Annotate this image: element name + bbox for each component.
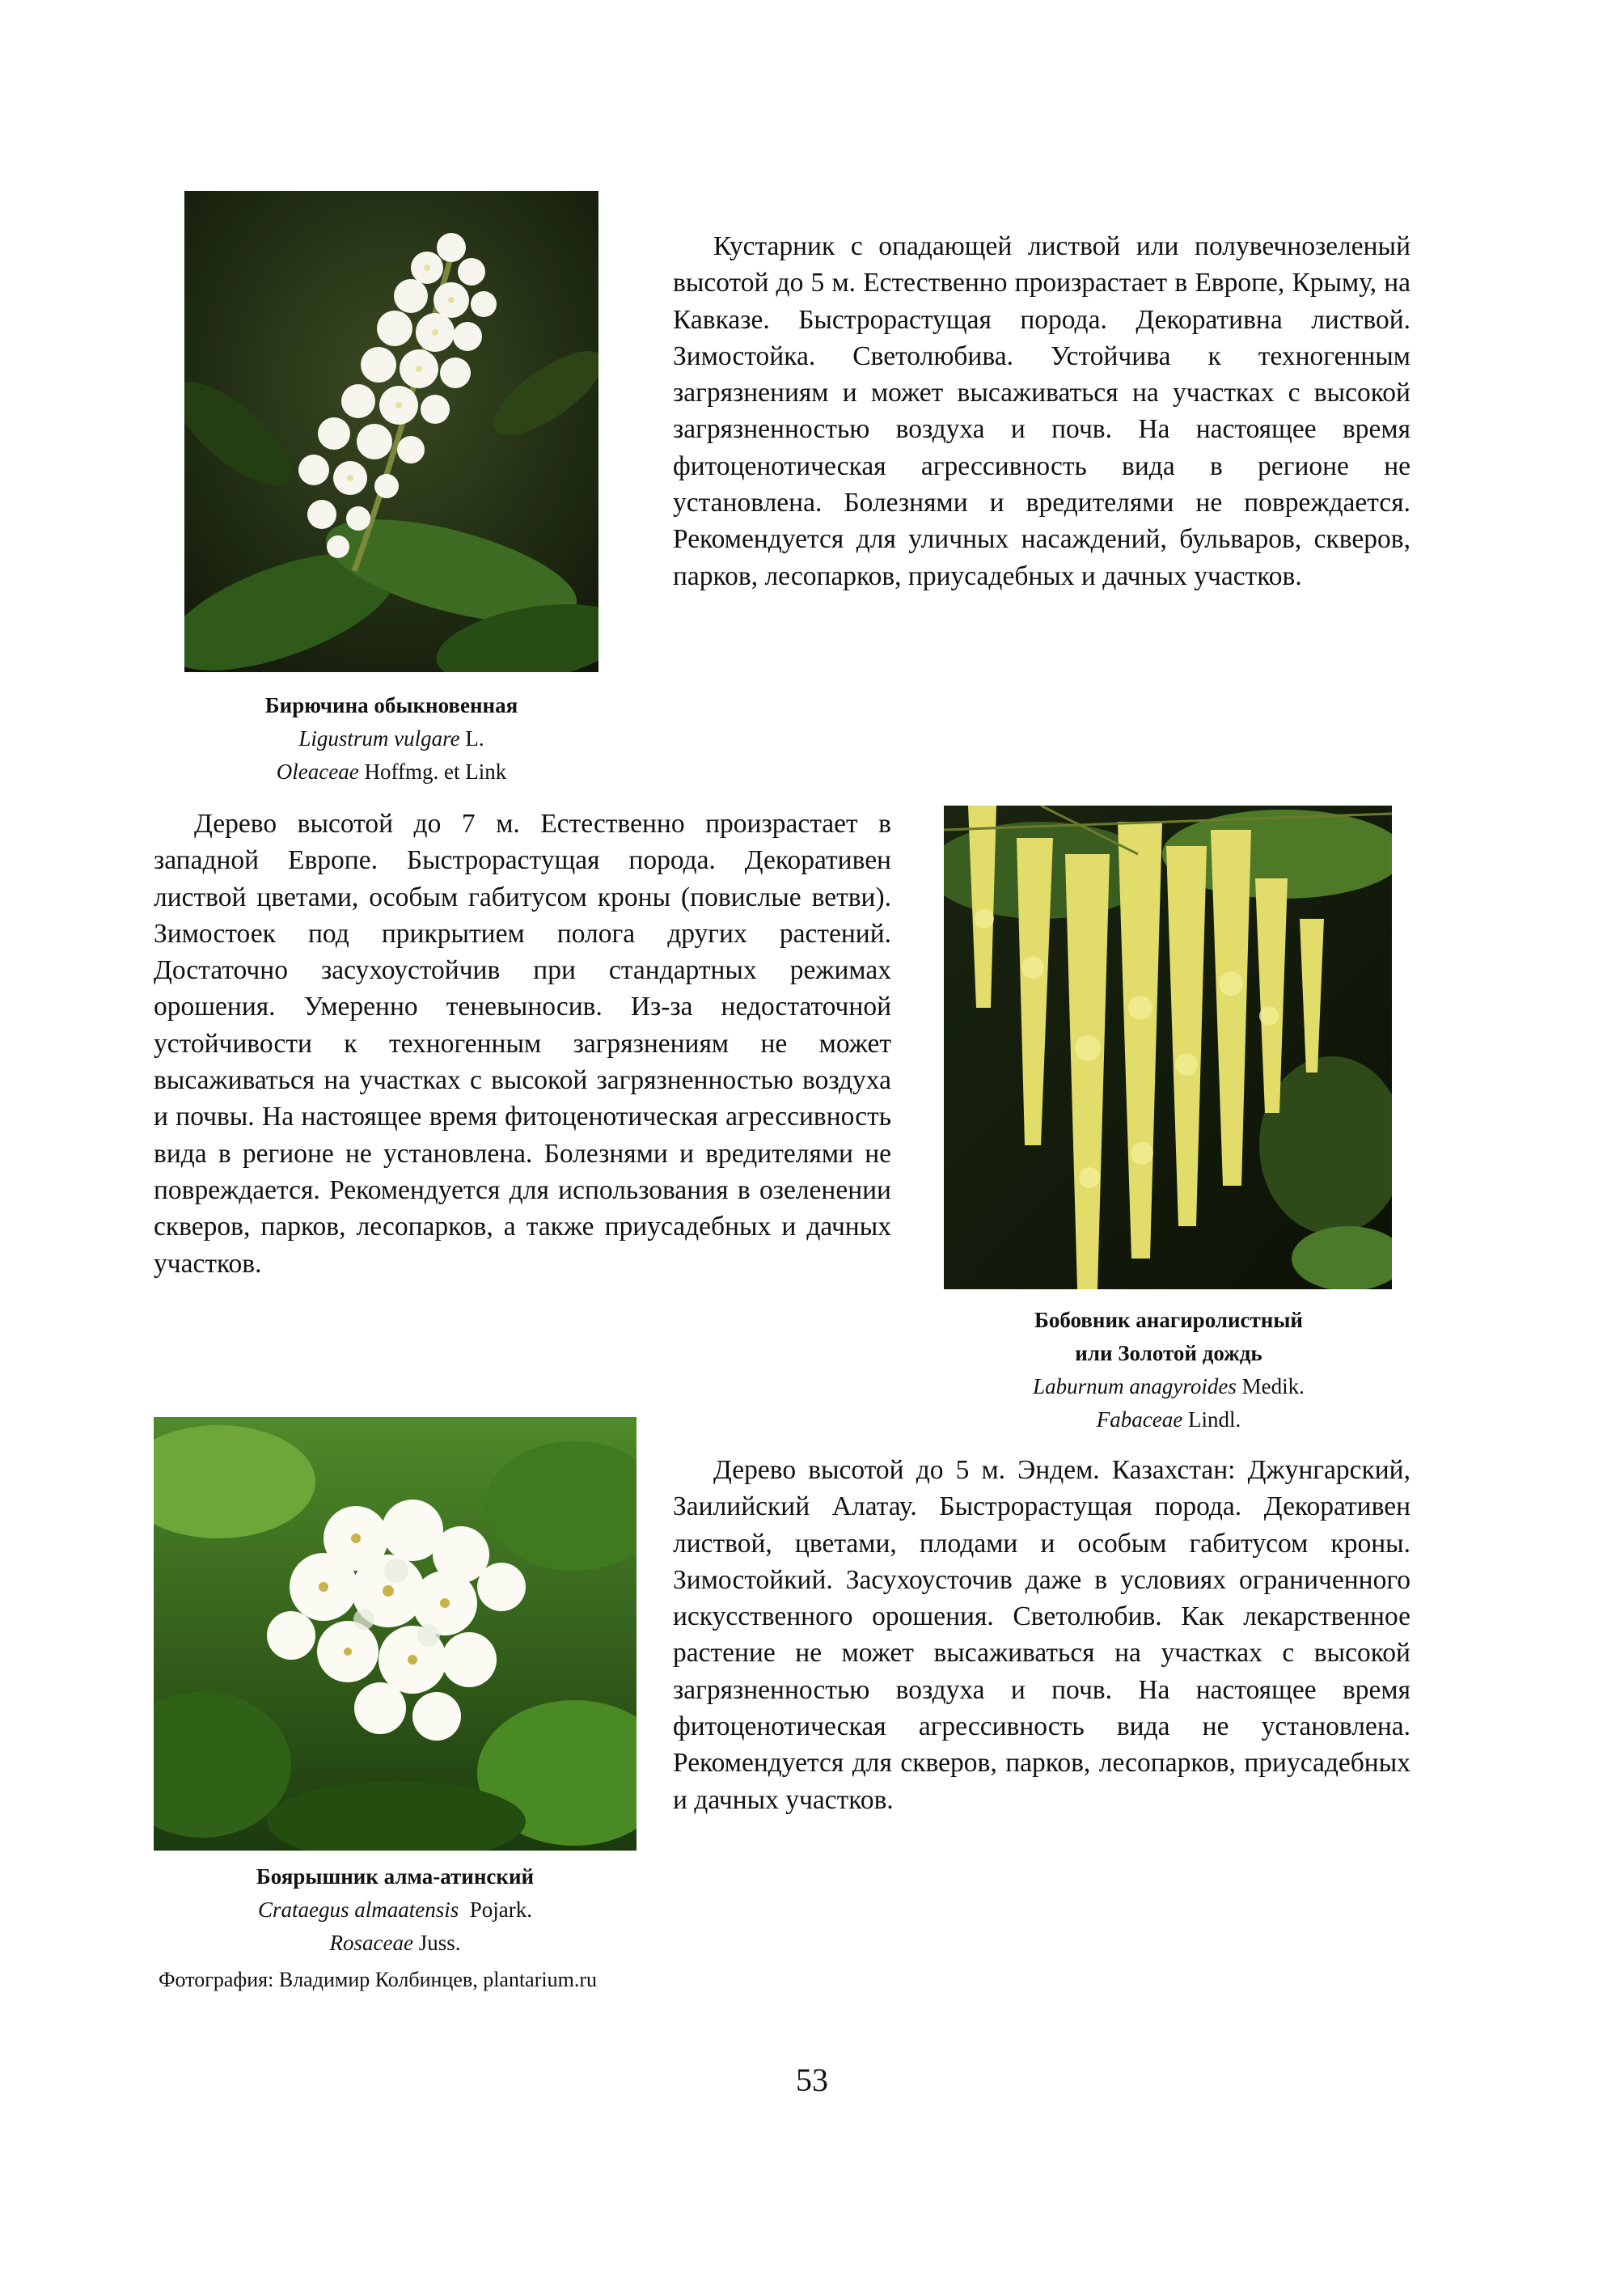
laburnum-family: Fabaceae Lindl. — [1096, 1407, 1241, 1432]
hawthorn-latin-name: Crataegus almaatensis Pojark. — [257, 1897, 532, 1922]
hawthorn-family: Rosaceae Juss. — [329, 1931, 461, 1955]
laburnum-caption — [930, 1304, 1407, 1436]
privet-caption — [178, 689, 605, 789]
page-number: 53 — [796, 2062, 828, 2098]
privet-description: Кустарник с опадающей листвой или полувечнозеленый высотой до 5 м. Естественно произрастает в Европе, Крыму, на Кавказе. Быстрорастущая порода. Декоративна листвой. Зимостойка. Светолюбива. Устойчива к техногенным загрязнениям и может высаживаться на участках с высокой загрязненностью воздуха и почв. На настоящее время фитоценотическая агрессивность вида в регионе не установлена. Болезнями и вредителями не повреждается. Рекомендуется для уличных насаждений, бульваров, скверов, парков, лесопарков, приусадебных и дачных участков. — [673, 231, 1410, 591]
hawthorn-caption — [154, 1860, 636, 1960]
laburnum-latin-name: Laburnum anagyroides Medik. — [1033, 1374, 1305, 1398]
photo-credit: Фотография: Владимир Колбинцев, plantarium.ru — [159, 1968, 597, 1991]
laburnum-photo — [944, 806, 1392, 1289]
privet-photo — [184, 191, 598, 672]
laburnum-description: Дерево высотой до 7 м. Естественно произрастает в западной Европе. Быстрорастущая порода. Декоративен листвой цветами, особым габитусом кроны (повислые ветви). Зимостоек под прикрытием полога других растений. Достаточно засухоустойчив при стандартных режимах орошения. Умеренно теневыносив. Из-за недостаточной устойчивости к техногенным загрязнениям не может высаживаться на участках с высокой загрязненностью воздуха и почвы. На настоящее время фитоценотическая агрессивность вида в регионе не установлена. Болезнями и вредителями не повреждается. Рекомендуется для использования в озеленении скверов, парков, лесопарков, а также приусадебных и дачных участков. — [154, 809, 891, 1279]
privet-common-name: Бирючина обыкновенная — [264, 693, 518, 717]
hawthorn-description: Дерево высотой до 5 м. Эндем. Казахстан: Джунгарский, Заилийский Алатау. Быстрорастущая порода. Декоративен листвой, цветами, плодами и особым габитусом кроны. Зимостойкий. Засухоусточив даже в условиях ограниченного искусственного орошения. Светолюбив. Как лекарственное растение не может высаживаться на участках с высокой загрязненностью воздуха и почв. На настоящее время фитоценотическая агрессивность вида не установлена. Рекомендуется для скверов, парков, лесопарков, приусадебных и дачных участков. — [673, 1455, 1410, 1815]
hawthorn-common-name: Боярышник алма-атинский — [256, 1864, 535, 1889]
hawthorn-photo — [154, 1417, 636, 1851]
laburnum-common-name-alt: или Золотой дождь — [1075, 1341, 1262, 1365]
laburnum-common-name: Бобовник анагиролистный — [1034, 1308, 1303, 1332]
privet-latin-name: Ligustrum vulgare L. — [298, 726, 484, 751]
privet-family: Oleaceae Hoffmg. et Link — [276, 759, 507, 784]
